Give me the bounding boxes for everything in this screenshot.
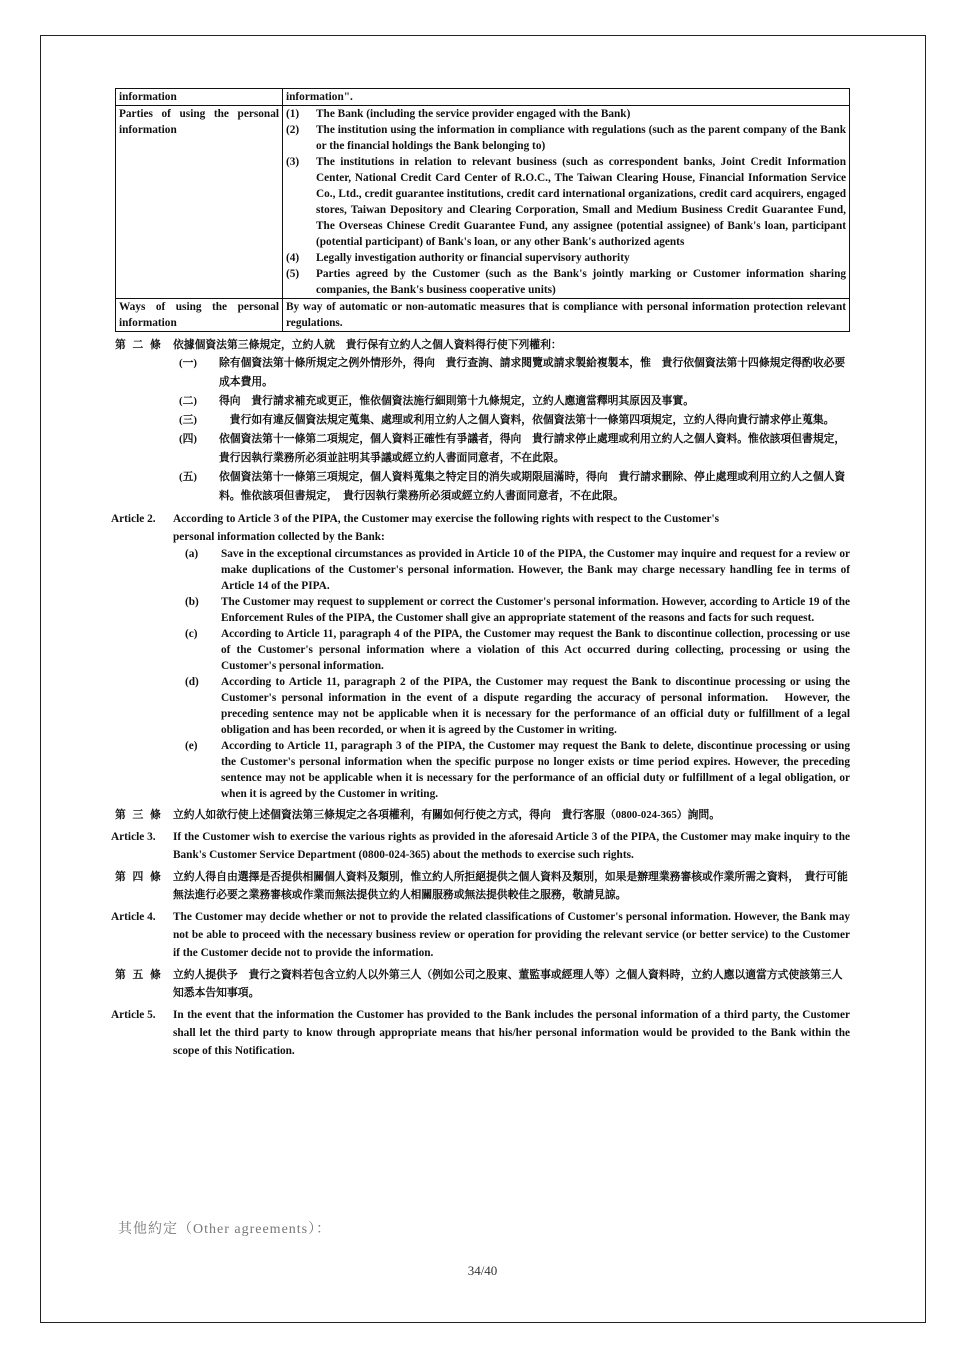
article-label: 第 四 條 <box>115 871 163 883</box>
en-article-3 <box>111 828 850 864</box>
table-cell-label: information <box>116 89 283 106</box>
list-item: (e) According to Article 11, paragraph 3 of the PIPA, the Customer may request the Bank to delete, discontinue processing or using the Customer's personal information when the specific purpose no longer exists or time period expires. However, the preceding sentence may not be applicable when it is necessary for the performance of an official duty or fulfillment of a legal obligation, or when it is agreed by the Customer in writing. <box>185 740 850 800</box>
article-text: 立約人如欲行使上述個資法第三條規定之各項權利，有關如何行使之方式，得向 貴行客服（0800-024-365）詢問。 <box>173 809 721 821</box>
zh-article-3 <box>115 806 850 824</box>
article-intro: 依據個資法第三條規定，立約人就 貴行保有立約人之個人資料得行使下列權利： <box>173 339 562 351</box>
other-agreements-label: 其他約定（Other agreements）： <box>118 1222 332 1237</box>
article-label: 第 五 條 <box>115 969 163 981</box>
list-item: (1) The Bank (including the service provider engaged with the Bank) <box>286 108 631 120</box>
label-text: Ways of using the personal information <box>119 301 279 329</box>
article-text: 立約人提供予 貴行之資料若包含立約人以外第三人（例如公司之股東、董監事或經理人等）之個人資料時，立約人應以適當方式使該第三人知悉本告知事項。 <box>173 969 843 999</box>
zh-article-4 <box>115 868 850 904</box>
article-text: 立約人得自由選擇是否提供相關個人資料及類別，惟立約人所拒絕提供之個人資料及類別，如果是辦理業務審核或作業所需之資料， 貴行可能無法進行必要之業務審核或作業而無法提供立約人相關服務或無法提供較佳之服務，敬請見諒。 <box>173 871 848 901</box>
personal-info-table <box>115 88 850 332</box>
list-item: (a) Save in the exceptional circumstances as provided in Article 10 of the PIPA, the Customer may inquire and request for a review or make duplications of the Customer's personal information. However, the Bank may charge necessary handling fee in terms of Article 14 of the PIPA. <box>185 548 850 592</box>
table-row <box>116 299 850 332</box>
list-item: (d) According to Article 11, paragraph 2 of the PIPA, the Customer may request the Bank to discontinue processing or using the Customer's personal information in the event of a dispute regarding the accuracy of personal information. However, the preceding sentence may not be applicable when it is necessary for the performance of an official duty or fulfillment of a legal obligation and has been recorded, or when it is agreed by the Customer in writing. <box>185 676 850 736</box>
table-cell-content: information". <box>283 89 850 106</box>
article-intro-cont: personal information collected by the Bank: <box>173 531 385 543</box>
article-label: Article 2. <box>111 513 156 525</box>
en-article-5 <box>111 1006 850 1060</box>
zh-article-5 <box>115 966 850 1002</box>
page-number: 34/40 <box>467 1263 498 1278</box>
en-article-4 <box>111 908 850 962</box>
article-label: Article 4. <box>111 911 156 923</box>
table-cell-content <box>283 106 850 299</box>
list-item: (五) 依個資法第十一條第三項規定，個人資料蒐集之特定目的消失或期限屆滿時，得向 貴行請求刪除、停止處理或利用立約人之個人資料。惟依該項但書規定， 貴行因執行業務所必須或經立約人書面同意者，不在此限。 <box>179 471 846 502</box>
table-row <box>116 106 850 299</box>
article-intro: According to Article 3 of the PIPA, the Customer may exercise the following rights with respect to the Customer's <box>173 513 720 525</box>
article-label: 第 二 條 <box>115 339 163 351</box>
list-item: (四) 依個資法第十一條第二項規定，個人資料正確性有爭議者，得向 貴行請求停止處理或利用立約人之個人資料。惟依該項但書規定， 貴行因執行業務所必須並註明其爭議或經立約人書面同意者，不在此限。 <box>179 433 851 464</box>
list-item: (c) According to Article 11, paragraph 4 of the PIPA, the Customer may request the Bank to discontinue collection, processing or use of the Customer's personal information where a violation of this Act occurred during collecting, processing or using the Customer's personal information. <box>185 628 850 672</box>
article-label: 第 三 條 <box>115 809 163 821</box>
list-item: (4) Legally investigation authority or financial supervisory authority <box>286 252 630 264</box>
table-row <box>116 89 850 106</box>
list-item: (b) The Customer may request to supplement or correct the Customer's personal information. However, according to Article 19 of the Enforcement Rules of the PIPA, the Customer shall give an appropriate statement of the reasons and facts for such request. <box>185 596 850 624</box>
label-text: Parties of using the personal information <box>119 108 279 136</box>
list-item: (三) 貴行如有違反個資法規定蒐集、處理或利用立約人之個人資料，依個資法第十一條第四項規定，立約人得向貴行請求停止蒐集。 <box>179 414 835 426</box>
document-body <box>111 88 851 1060</box>
table-cell-label <box>116 299 283 332</box>
article-label: Article 5. <box>111 1009 156 1021</box>
article-label: Article 3. <box>111 831 156 843</box>
list-item: (5) Parties agreed by the Customer (such as the Bank's jointly marking or Customer information sharing companies, the Bank's business cooperative units) <box>286 268 846 296</box>
list-item: (2) The institution using the information in compliance with regulations (such as the parent company of the Bank or the financial holdings the Bank belonging to) <box>286 124 846 152</box>
list-item: (一) 除有個資法第十條所規定之例外情形外，得向 貴行查詢、請求閱覽或請求製給複製本，惟 貴行依個資法第十四條規定得酌收必要成本費用。 <box>179 357 846 388</box>
table-cell-label <box>116 106 283 299</box>
zh-article-2 <box>115 336 850 506</box>
article-text: The Customer may decide whether or not to provide the related classifications of Customer's personal information. However, the Bank may not be able to proceed with the necessary business review or operation for providing the relevant service (or better service) to the Customer if the Customer decide not to provide the information. <box>173 911 850 959</box>
article-text: In the event that the information the Customer has provided to the Bank includes the personal information of a third party, the Customer shall let the third party to know through appropriate means that his/her personal information would be provided to the Bank within the scope of this Notification. <box>173 1009 850 1057</box>
table-cell-content: By way of automatic or non-automatic measures that is compliance with personal information protection relevant regulations. <box>283 299 850 332</box>
en-article-2 <box>111 510 850 802</box>
list-item: (3) The institutions in relation to relevant business (such as correspondent banks, Joint Credit Information Center, National Credit Card Center of R.O.C., The Taiwan Clearing House, Financial Information Service Co., Ltd., credit guarantee institutions, credit card international organizations, credit card acquirers, engaged stores, Taiwan Depository and Clearing Corporation, Small and Medium Business Credit Guarantee Fund, The Overseas Chinese Credit Guarantee Fund, any assignee (potential assignee) of Bank's loan, participant (potential participant) of Bank's loan, or any other Bank's authorized agents <box>286 156 846 248</box>
article-text: If the Customer wish to exercise the various rights as provided in the aforesaid Article 3 of the PIPA, the Customer may make inquiry to the Bank's Customer Service Department (0800-024-365) about the methods to exercise such rights. <box>173 831 850 861</box>
list-item: (二) 得向 貴行請求補充或更正，惟依個資法施行細則第十九條規定，立約人應適當釋明其原因及事實。 <box>179 395 695 407</box>
